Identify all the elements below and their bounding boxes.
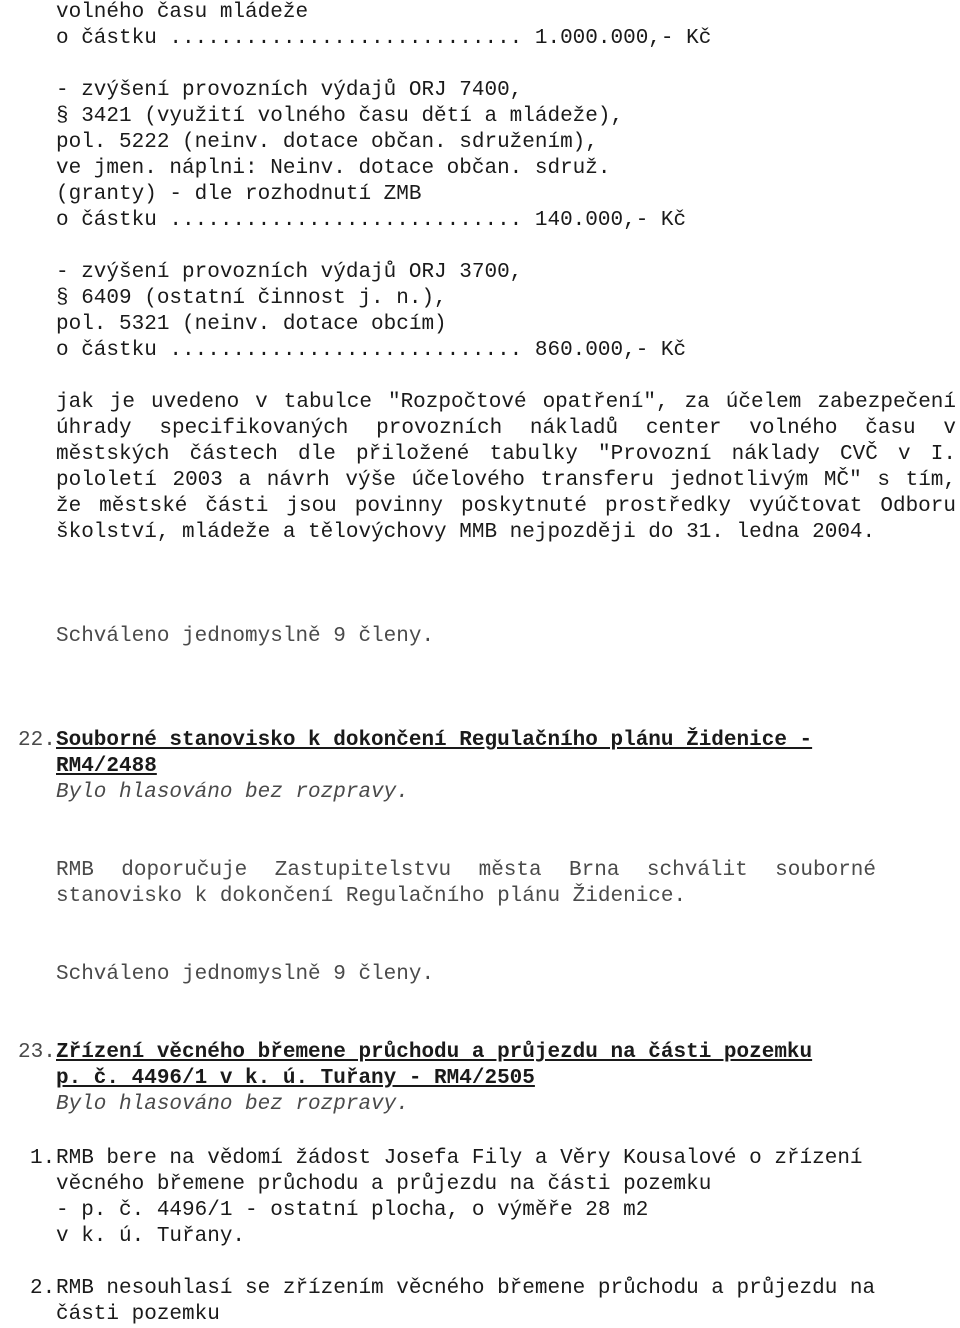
item-title: Souborné stanovisko k dokončení Regulačního plánu Židenice -: [56, 729, 813, 752]
point-line: části pozemku: [56, 1303, 220, 1326]
item-title: RM4/2488: [56, 755, 157, 778]
voting-note: Bylo hlasováno bez rozpravy.: [56, 781, 409, 804]
item-text: RMB doporučuje Zastupitelstvu města Brna schválit souborné stanovisko k dokončení Regulačního plánu Židenice.: [56, 859, 876, 908]
item-title: p. č. 4496/1 v k. ú. Tuřany - RM4/2505: [56, 1067, 535, 1090]
text-line: pol. 5321 (neinv. dotace obcím): [56, 313, 447, 336]
voting-note: Bylo hlasováno bez rozpravy.: [56, 1093, 409, 1116]
point-line: RMB bere na vědomí žádost Josefa Fily a Věry Kousalové o zřízení: [56, 1147, 863, 1170]
point-line: RMB nesouhlasí se zřízením věcného břemene průchodu a průjezdu na: [56, 1277, 876, 1300]
approval-note: Schváleno jednomyslně 9 členy.: [56, 963, 435, 986]
text-line: - zvýšení provozních výdajů ORJ 3700,: [56, 261, 523, 284]
point-line: věcného břemene průchodu a průjezdu na části pozemku: [56, 1173, 712, 1196]
approval-note: Schváleno jednomyslně 9 členy.: [56, 625, 435, 648]
item-number: 22.: [18, 729, 56, 752]
point-number: 1.: [30, 1147, 56, 1170]
amount-line: o částku ............................ 140.000,- Kč: [56, 209, 687, 232]
amount-line: o částku ............................ 1.000.000,- Kč: [56, 27, 712, 50]
text-line: ve jmen. náplni: Neinv. dotace občan. sdruž.: [56, 157, 611, 180]
item-title: Zřízení věcného břemene průchodu a průjezdu na části pozemku: [56, 1041, 813, 1064]
resolution-paragraph: jak je uvedeno v tabulce "Rozpočtové opatření", za účelem zabezpečení úhrady specifikovaných provozních nákladů center volného času v městských částech dle přiložené tabulky "Provozní náklady CVČ v I. pololetí 2003 a návrh výše účelového transferu jednotlivým MČ" s tím, že městské části jsou povinny poskytnuté prostředky vyúčtovat Odboru školství, mládeže a tělovýchovy MMB nejpozději do 31. ledna 2004.: [56, 391, 956, 544]
text-line: § 6409 (ostatní činnost j. n.),: [56, 287, 447, 310]
item-number: 23.: [18, 1041, 56, 1064]
amount-line: o částku ............................ 860.000,- Kč: [56, 339, 687, 362]
text-line: - zvýšení provozních výdajů ORJ 7400,: [56, 79, 523, 102]
point-line: - p. č. 4496/1 - ostatní plocha, o výměře 28 m2: [56, 1199, 649, 1222]
text-line: pol. 5222 (neinv. dotace občan. sdružením),: [56, 131, 598, 154]
text-line: (granty) - dle rozhodnutí ZMB: [56, 183, 422, 206]
text-line: volného času mládeže: [56, 1, 309, 24]
text-line: § 3421 (využití volného času dětí a mládeže),: [56, 105, 624, 128]
point-line: v k. ú. Tuřany.: [56, 1225, 246, 1248]
point-number: 2.: [30, 1277, 56, 1300]
